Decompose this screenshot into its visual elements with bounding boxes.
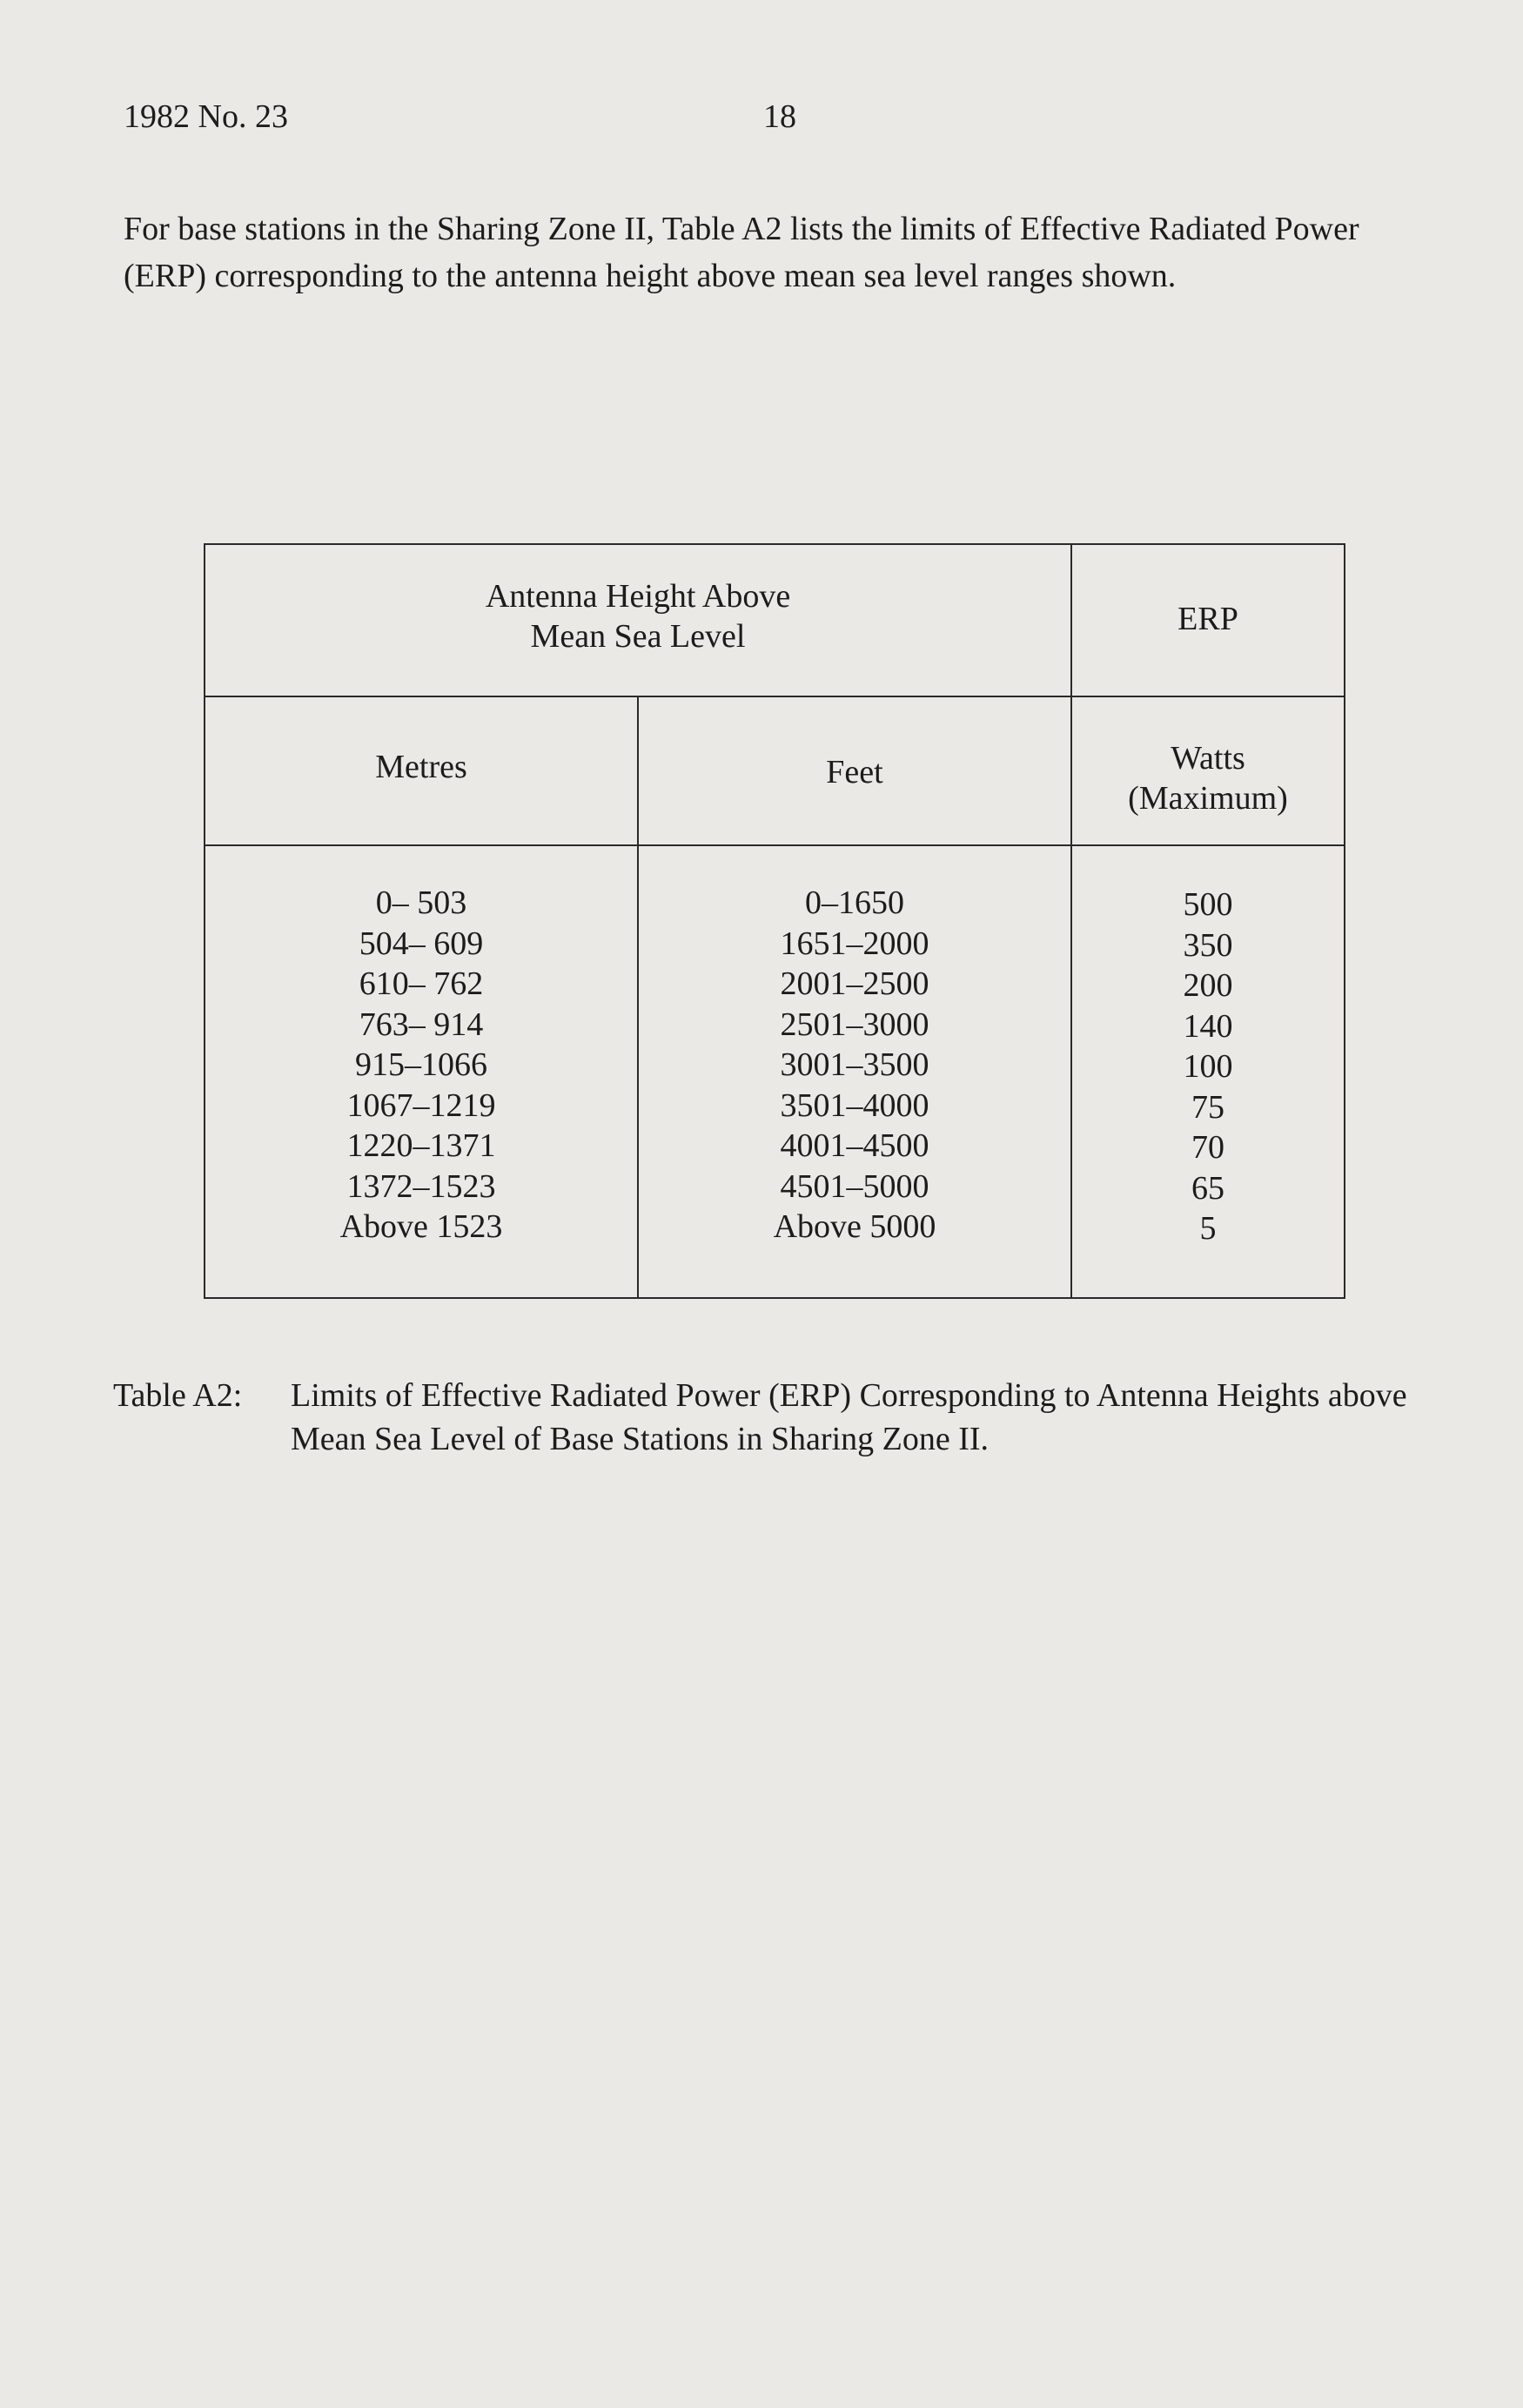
table-row-metres: 504– 609 xyxy=(359,925,484,962)
column-feet xyxy=(639,883,1070,1248)
header-antenna-line2: Mean Sea Level xyxy=(530,618,746,655)
table-row-feet: 1651–2000 xyxy=(780,925,929,962)
table-row-watts: 65 xyxy=(1191,1169,1224,1207)
table-row-watts: 200 xyxy=(1183,967,1233,1004)
header-watts-line2: (Maximum) xyxy=(1128,780,1288,817)
table-row-watts: 70 xyxy=(1191,1129,1224,1166)
page-number: 18 xyxy=(763,98,796,135)
table-row-metres: 763– 914 xyxy=(359,1006,484,1043)
table-row-metres: 1220–1371 xyxy=(346,1127,496,1164)
table-row-metres: 610– 762 xyxy=(359,965,484,1002)
table-divider-header xyxy=(205,696,1344,697)
table-caption xyxy=(113,1374,1436,1461)
table-row-feet: 3001–3500 xyxy=(780,1046,929,1083)
table-row-feet: 2501–3000 xyxy=(780,1006,929,1043)
table-row-watts: 100 xyxy=(1183,1048,1233,1085)
table-row-watts: 140 xyxy=(1183,1007,1233,1045)
header-erp: ERP xyxy=(1177,601,1238,637)
header-feet: Feet xyxy=(826,754,883,790)
header-antenna-line1: Antenna Height Above xyxy=(485,578,791,615)
table-row-feet: 2001–2500 xyxy=(780,965,929,1002)
caption-label: Table A2: xyxy=(113,1377,243,1414)
table-row-feet: 3501–4000 xyxy=(780,1086,929,1124)
table-divider-body xyxy=(205,844,1344,846)
table-row-feet: 4501–5000 xyxy=(780,1167,929,1205)
header-watts-line1: Watts xyxy=(1171,740,1245,777)
table-row-metres: 0– 503 xyxy=(375,885,467,921)
table-row-feet: 0–1650 xyxy=(805,885,904,921)
caption-text: Limits of Effective Radiated Power (ERP) Corresponding to Antenna Heights above Mean Sea Level of Base Stations in Sharing Zone II. xyxy=(291,1377,1407,1457)
table-row-metres: 1372–1523 xyxy=(346,1167,496,1205)
table-row-watts: 350 xyxy=(1183,926,1233,964)
document-id: 1982 No. 23 xyxy=(124,98,288,135)
table-row-watts: 75 xyxy=(1191,1088,1224,1126)
table-row-feet: Above 5000 xyxy=(773,1208,936,1245)
table-row-watts: 500 xyxy=(1183,886,1233,923)
column-watts xyxy=(1072,885,1344,1249)
table-row-metres: 915–1066 xyxy=(355,1046,487,1083)
table-row-watts: 5 xyxy=(1199,1210,1217,1247)
table-row-feet: 4001–4500 xyxy=(780,1127,929,1164)
page-header xyxy=(124,98,796,136)
header-metres: Metres xyxy=(375,749,467,785)
header-watts xyxy=(1072,738,1344,818)
table-row-metres: 1067–1219 xyxy=(346,1086,496,1124)
intro-paragraph: For base stations in the Sharing Zone II, Table A2 lists the limits of Effective Radiated Power (ERP) corresponding to the antenna height above mean sea level ranges shown. xyxy=(124,211,1359,294)
erp-limits-table xyxy=(204,543,1345,1299)
table-row-metres: Above 1523 xyxy=(339,1208,503,1245)
column-metres xyxy=(205,883,637,1248)
header-antenna-height xyxy=(205,576,1070,656)
